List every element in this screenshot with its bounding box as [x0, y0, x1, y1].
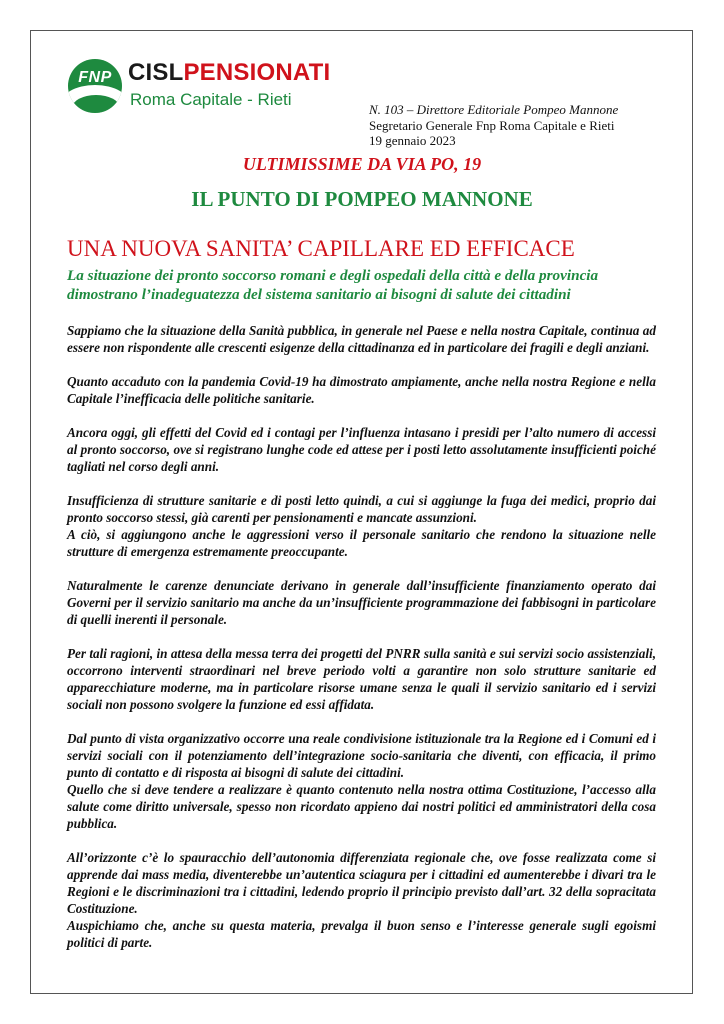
masthead-issue-line: N. 103 – Direttore Editoriale Pompeo Mannone — [369, 102, 619, 117]
paragraph: A ciò, si aggiungono anche le aggressioni verso il personale sanitario che rendono la situazione nelle strutture di emergenza estremamente preoccupante. — [67, 527, 656, 559]
paragraph: Naturalmente le carenze denunciate derivano in generale dall’insufficiente finanziamento operato dai Governi per il servizio sanitario ma anche da un’insufficiente programmazione dei fabbisogni in particolare di quelli inerenti il personale. — [67, 578, 656, 627]
paragraph: All’orizzonte c’è lo spauracchio dell’autonomia differenziata regionale che, ove fosse realizzata come si apprende dai mass media, diventerebbe un’autentica sciagura per i cittadini ed aumenterebbe i divari tra le Regioni e le discriminazioni tra i cittadini, ledendo proprio il principio previsto dall’art. 32 della sopracitata Costituzione. — [67, 850, 656, 916]
paragraph: Per tali ragioni, in attesa della messa terra dei progetti del PNRR sulla sanità e sui servizi socio assistenziali, occorrono interventi straordinari nel breve periodo volti a garantire non solo strutture sanitarie ed apparecchiature moderne, ma in particolare risorse umane senza le quali il servizio sanitario ed i servizi sociali non possono svolgere la funzione ed essi affidata. — [67, 646, 656, 712]
logo-title-cisl: CISL — [128, 59, 184, 86]
fnp-badge-icon — [68, 59, 122, 113]
masthead-secretary-line: Segretario Generale Fnp Roma Capitale e Rieti — [369, 117, 615, 133]
paragraph: Ancora oggi, gli effetti del Covid ed i contagi per l’influenza intasano i presidi per l’alto numero di accessi al pronto soccorso, ove si registrano lunghe code ed attese per i posti letto assolutamente insufficienti poiché tagliati nel corso degli anni. — [67, 425, 656, 474]
logo-title-pensionati: PENSIONATI — [183, 59, 331, 86]
logo-title — [128, 59, 330, 87]
article-body — [67, 322, 656, 968]
paragraph: Auspichiamo che, anche su questa materia, prevalga il buon senso e l’interesse generale sugli egoismi politici di parte. — [67, 918, 656, 950]
fnp-cisl-logo — [68, 59, 331, 115]
paragraph: Sappiamo che la situazione della Sanità pubblica, in generale nel Paese e nella nostra Capitale, continua ad essere non rispondente alle crescenti esigenze della cittadinanza ed in particolare dei fragili e degli anziani. — [67, 323, 656, 355]
logo-subtitle: Roma Capitale - Rieti — [130, 90, 292, 109]
kicker: ULTIMISSIME DA VIA PO, 19 — [242, 154, 482, 174]
masthead — [369, 102, 618, 149]
headline: UNA NUOVA SANITA’ CAPILLARE ED EFFICACE — [67, 236, 575, 261]
subheadline: La situazione dei pronto soccorso romani e degli ospedali della città e della provincia dimostrano l’inadeguatezza del sistema sanitario ai bisogni di salute dei cittadini — [67, 267, 599, 303]
logo-badge-text: FNP — [78, 69, 112, 86]
paragraph: Insufficienza di strutture sanitarie e di posti letto quindi, a cui si aggiunge la fuga dei medici, proprio dai pronto soccorso stessi, già carenti per pensionamenti e mancate assunzioni. — [67, 493, 656, 525]
column-title: IL PUNTO DI POMPEO MANNONE — [191, 187, 533, 211]
paragraph: Dal punto di vista organizzativo occorre una reale condivisione istituzionale tra la Regione ed i Comuni ed i servizi sociali con il potenziamento dell’integrazione socio-sanitaria che diventi, con efficacia, il primo punto di contatto e di risposta ai bisogni di salute dei cittadini. — [67, 731, 656, 780]
paragraph: Quanto accaduto con la pandemia Covid-19 ha dimostrato ampiamente, anche nella nostra Regione e nella Capitale l’inefficacia delle politiche sanitarie. — [67, 374, 656, 406]
masthead-date: 19 gennaio 2023 — [369, 133, 456, 148]
paragraph: Quello che si deve tendere a realizzare è quanto contenuto nella nostra ottima Costituzione, l’accesso alla salute come diritto universale, spesso non ricordato appieno dai nostri politici ed amministratori della cosa pubblica. — [67, 782, 656, 831]
